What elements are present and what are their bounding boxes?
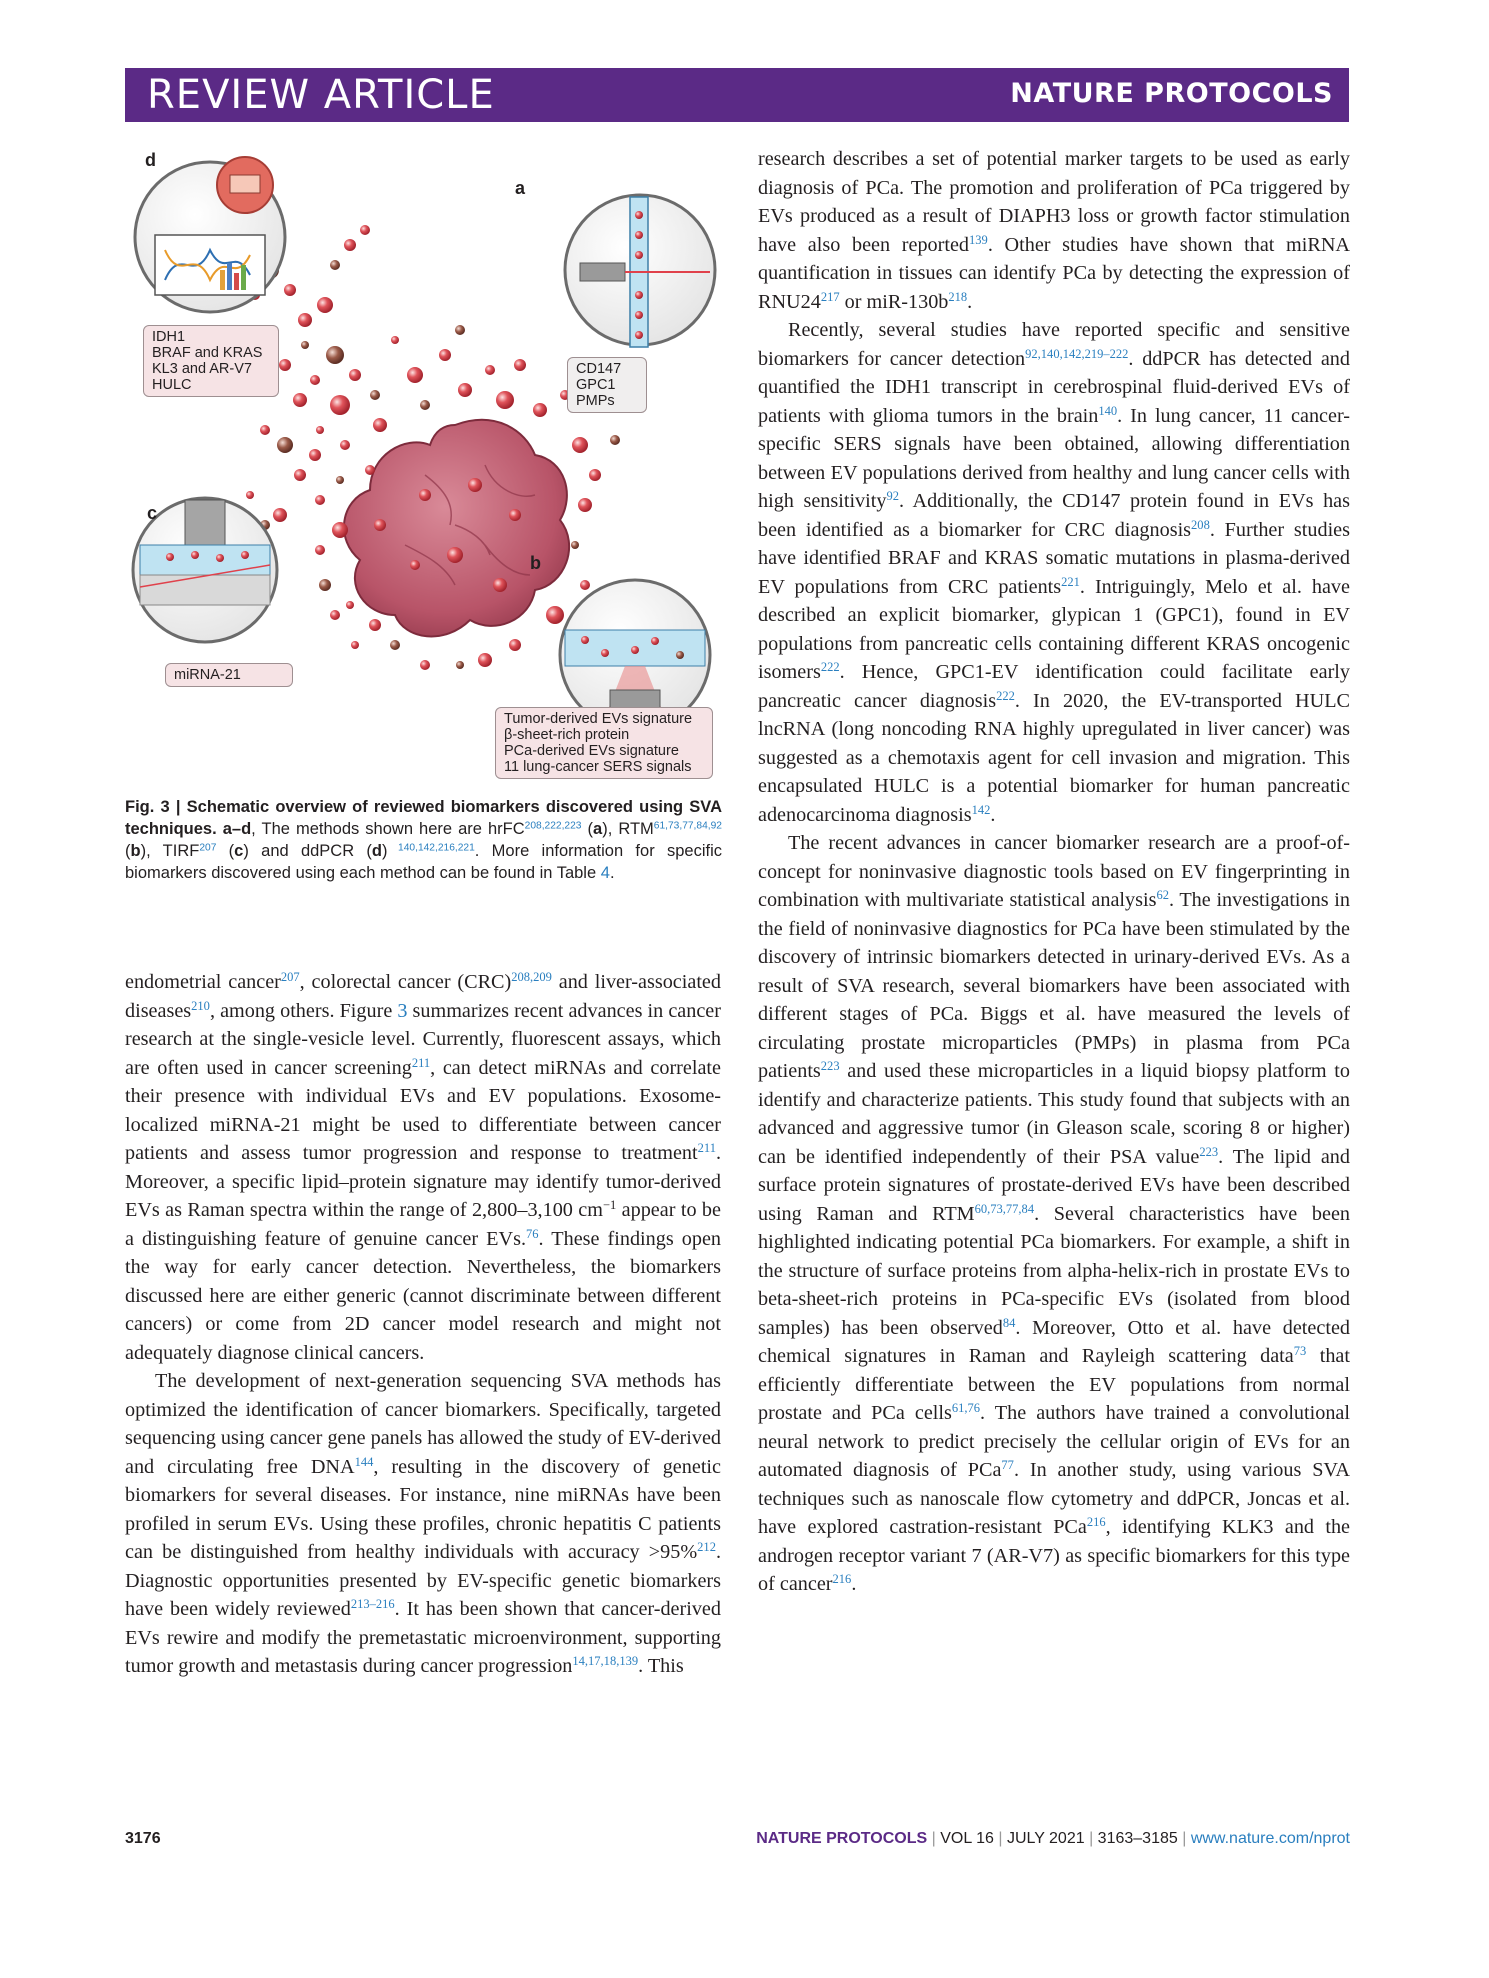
reference-link[interactable]: 218: [948, 289, 968, 304]
page-number: 3176: [125, 1830, 161, 1847]
reference-link[interactable]: 92: [886, 489, 899, 504]
footer-separator: |: [1177, 1830, 1191, 1847]
reference-link[interactable]: 222: [996, 688, 1015, 703]
reference-link[interactable]: 222: [820, 660, 840, 675]
body-text: . Further studies have identified BRAF and KRAS somatic mutations in plasma-derived EV populations from CRC patients: [758, 518, 1350, 598]
figure-caption: [125, 796, 722, 884]
body-text: appear to be a distinguishing feature of genuine cancer EVs.: [125, 1199, 721, 1250]
body-text: . ddPCR has detected and quantified the IDH1 transcript in cerebrospinal fluid-derived EVs of patients with glioma tumors in the brain: [758, 347, 1350, 427]
reference-link[interactable]: 216: [832, 1572, 852, 1587]
caption-text: (: [581, 820, 594, 838]
body-text: . Diagnostic opportunities presented by EV-specific genetic biomarkers have been widely reviewed: [125, 1541, 721, 1620]
reference-link[interactable]: 73: [1293, 1344, 1307, 1359]
body-text: . In another study, using various SVA techniques such as nanoscale flow cytometry and ddPCR, Joncas et al. have explored castration-resistant PCa: [758, 1459, 1350, 1538]
caption-text: .: [609, 864, 615, 882]
paragraph: [125, 968, 721, 1367]
reference-link[interactable]: 217: [820, 289, 840, 304]
caption-panel-ref: c: [234, 842, 244, 860]
body-text: . Intriguingly, Melo et al. have described an explicit biomarker, glypican 1 (GPC1), found in EV populations from pancreatic cells containing different KRAS oncogenic isomers: [758, 575, 1350, 683]
footer-pages: 3163–3185: [1097, 1830, 1178, 1847]
body-text: . The lipid and surface protein signatures of prostate-derived EVs have been described using Raman and RTM: [758, 1145, 1350, 1225]
caption-text: ) and ddPCR (: [243, 842, 372, 860]
figure-illustration: [125, 145, 725, 795]
body-text: . The authors have trained a convolutional neural network to predict precisely the cellular origin of EVs for an automated diagnosis of PCa: [758, 1402, 1351, 1481]
body-text: , among others. Figure: [209, 999, 398, 1022]
body-text: . The investigations in the field of noninvasive diagnostics for PCa have been stimulated by the discovery of intrinsic biomarkers detected in urinary-derived EVs. As a result of SVA research, several biomarkers have been associated with different stages of PCa. Biggs et al. have measured the levels of circulating prostate microparticles (PMPs) in plasma from PCa patients: [758, 889, 1350, 1082]
label-hrfc-biomarkers: CD147 GPC1 PMPs: [567, 357, 647, 413]
footer-volume: VOL 16: [940, 1830, 994, 1847]
paragraph: [125, 1367, 721, 1681]
reference-link[interactable]: 208: [1191, 517, 1210, 532]
body-text: summarizes recent advances in cancer research at the single-vesicle level. Currently, fluorescent assays, which are often used in cancer screening: [125, 999, 721, 1079]
caption-panel-ref: b: [130, 842, 141, 860]
body-text: The recent advances in cancer biomarker research are a proof-of-concept for noninvasive diagnostic tools based on EV fingerprinting in combination with multivariate statistical analysis: [758, 832, 1350, 911]
reference-link[interactable]: 76: [526, 1226, 539, 1241]
panel-letter-c: c: [147, 503, 158, 523]
label-rtm-biomarkers: Tumor-derived EVs signature β-sheet-rich protein PCa-derived EVs signature 11 lung-cancer SERS signals: [495, 707, 713, 779]
reference-link[interactable]: 14,17,18,139: [572, 1654, 639, 1669]
body-text: and used these microparticles in a liquid biopsy platform to identify and characterize patients. This study found that subjects with an advanced and aggressive tumor (in Gleason scale, scoring 8 or higher) can be identified independently of their PSA value: [758, 1060, 1350, 1168]
body-text: endometrial cancer: [125, 971, 281, 993]
body-text: .: [990, 803, 996, 826]
paragraph: [758, 316, 1350, 829]
body-text: . Moreover, a specific lipid–protein signature may identify tumor-derived EVs as Raman spectra within the range of 2,800–3,100 cm: [125, 1142, 721, 1221]
header-bar: [125, 68, 1349, 122]
table-link[interactable]: 4: [600, 864, 610, 882]
caption-panel-ref: d: [371, 842, 383, 860]
reference-link[interactable]: 208,222,223: [524, 820, 582, 832]
label-ddpcr-biomarkers: IDH1 BRAF and KRAS KL3 and AR-V7 HULC: [143, 325, 279, 397]
body-text: . These findings open the way for early cancer detection. Nevertheless, the biomarkers discussed here are either generic (cannot discriminate between different cancers) or come from 2D cancer model research and might not adequately diagnose clinical cancers.: [125, 1227, 722, 1364]
reference-link[interactable]: 61,76: [951, 1401, 981, 1416]
body-text: The development of next-generation sequencing SVA methods has optimized the identification of cancer biomarkers. Specifically, targeted sequencing using cancer gene panels has allowed the study of EV-derived and circulating free DNA: [125, 1370, 721, 1478]
figure-3: [125, 145, 725, 795]
reference-link[interactable]: 60,73,77,84: [974, 1201, 1035, 1216]
caption-title: Fig. 3 | Schematic overview of reviewed biomarkers discovered using SVA techniques.: [125, 798, 722, 838]
reference-link[interactable]: 211: [697, 1141, 716, 1156]
caption-text: ), TIRF: [140, 842, 200, 860]
body-text: , can detect miRNAs and correlate their presence with individual EVs and EV populations. Exosome-localized miRNA-21 might be used to differentiate between cancer patients and assess tumor progression and response to treatment: [125, 1056, 721, 1164]
body-text: or miR-130b: [839, 290, 949, 313]
reference-link[interactable]: 213–216: [350, 1597, 395, 1612]
reference-link[interactable]: 207: [280, 970, 300, 985]
reference-link[interactable]: 210: [191, 998, 210, 1013]
body-text: , identifying KLK3 and the androgen receptor variant 7 (AR-V7) as specific biomarkers for this type of cancer: [758, 1516, 1350, 1595]
body-text: . Moreover, Otto et al. have detected chemical signatures in Raman and Rayleigh scattering data: [758, 1316, 1350, 1367]
reference-link[interactable]: 211: [411, 1055, 431, 1070]
body-text: that efficiently differentiate between the EV populations from normal prostate and PCa cells: [758, 1345, 1350, 1424]
footer-url-link[interactable]: www.nature.com/nprot: [1190, 1830, 1350, 1847]
body-text: . In 2020, the EV-transported HULC lncRNA (long noncoding RNA highly upregulated in liver cancer) was suggested as a chemotaxis agent for cell invasion and migration. This encapsulated HULC is a potential biomarker for human pancreatic adenocarcinoma diagnosis: [758, 689, 1350, 826]
reference-link[interactable]: 144: [354, 1454, 374, 1469]
panel-letter-d: d: [145, 150, 156, 170]
footer-date: JULY 2021: [1006, 1830, 1085, 1847]
panel-d-magnifier: [135, 157, 285, 312]
reference-link[interactable]: 223: [1199, 1144, 1219, 1159]
right-column: [758, 145, 1350, 1599]
reference-link[interactable]: 221: [1061, 574, 1080, 589]
body-text: , resulting in the discovery of genetic biomarkers for several diseases. For instance, nine miRNAs have been profiled in serum EVs. Using these profiles, chronic hepatitis C patients can be distinguished from healthy individuals with accuracy >95%: [125, 1455, 721, 1563]
footer-separator: |: [1084, 1830, 1098, 1847]
body-text: and liver-associated diseases: [125, 971, 721, 1022]
caption-text: . More information for specific biomarkers discovered using each method can be found in Table: [125, 842, 722, 882]
panel-letter-b: b: [530, 553, 541, 573]
reference-link[interactable]: 84: [1002, 1315, 1016, 1330]
unit-exponent: −1: [602, 1198, 617, 1213]
body-text: . Hence, GPC1-EV identification could facilitate early pancreatic cancer diagnosis: [758, 661, 1350, 712]
body-text: .: [967, 290, 973, 313]
reference-link[interactable]: 140: [1098, 403, 1118, 418]
label-tirf-biomarkers: miRNA-21: [165, 663, 293, 687]
reference-link[interactable]: 139: [969, 232, 988, 247]
body-text: , colorectal cancer (CRC): [299, 971, 512, 993]
caption-text: (: [125, 842, 131, 860]
reference-link[interactable]: 77: [1001, 1458, 1014, 1473]
panel-a-magnifier: [565, 195, 715, 347]
caption-panels: a–d: [216, 820, 252, 838]
reference-link[interactable]: 216: [1086, 1515, 1106, 1530]
footer-journal: NATURE PROTOCOLS: [756, 1830, 928, 1847]
left-column: [125, 968, 721, 1681]
footer-separator: |: [993, 1830, 1007, 1847]
section-label: REVIEW ARTICLE: [147, 72, 495, 118]
body-text: . This: [638, 1655, 684, 1677]
reference-link[interactable]: 61,73,77,84,92: [653, 820, 722, 832]
caption-text: ): [382, 842, 388, 860]
body-text: . In lung cancer, 11 cancer-specific SERS signals have been obtained, allowing differentiation between EV populations derived from healthy and lung cancer cells with high sensitivity: [758, 404, 1350, 512]
body-text: Recently, several studies have reported specific and sensitive biomarkers for cancer detection: [758, 319, 1350, 370]
body-text: . Additionally, the CD147 protein found in EVs has been identified as a biomarker for CRC diagnosis: [758, 490, 1350, 541]
caption-text: (: [216, 842, 235, 860]
reference-link[interactable]: 208,209: [511, 970, 552, 985]
reference-link[interactable]: 223: [820, 1059, 840, 1074]
caption-text: , The methods shown here are hrFC: [251, 820, 525, 838]
reference-link[interactable]: 207: [199, 842, 217, 854]
caption-panel-ref: a: [593, 820, 603, 838]
paragraph: [758, 829, 1350, 1599]
body-text: research describes a set of potential marker targets to be used as early diagnosis of PCa. The promotion and proliferation of PCa triggered by EVs produced as a result of DIAPH3 loss or growth factor stimulation have also been reported: [758, 148, 1350, 256]
body-text: . Several characteristics have been highlighted indicating potential PCa biomarkers. For example, a shift in the structure of surface proteins from alpha-helix-rich in prostate EVs to beta-sheet-rich proteins in PCa-specific EVs (isolated from blood samples) has been observed: [758, 1202, 1350, 1339]
paragraph: [758, 145, 1350, 316]
reference-link[interactable]: 142: [971, 802, 991, 817]
reference-link[interactable]: 92,140,142,219–222: [1025, 346, 1129, 361]
caption-text: ), RTM: [602, 820, 654, 838]
reference-link[interactable]: 212: [697, 1540, 716, 1555]
reference-link[interactable]: 140,142,216,221: [387, 842, 475, 854]
panel-letter-a: a: [515, 178, 526, 198]
reference-link[interactable]: 62: [1156, 888, 1169, 903]
body-text: . It has been shown that cancer-derived EVs rewire and modify the premetastatic microenvironment, supporting tumor growth and metastasis during cancer progression: [125, 1598, 721, 1677]
body-text: .: [851, 1573, 857, 1595]
body-text: . Other studies have shown that miRNA quantification in tissues can identify PCa by detecting the expression of RNU24: [758, 233, 1350, 313]
figure-link[interactable]: 3: [397, 999, 408, 1022]
footer-citation: [756, 1830, 1350, 1848]
journal-name: NATURE PROTOCOLS: [1010, 78, 1333, 109]
footer-separator: |: [927, 1830, 941, 1847]
